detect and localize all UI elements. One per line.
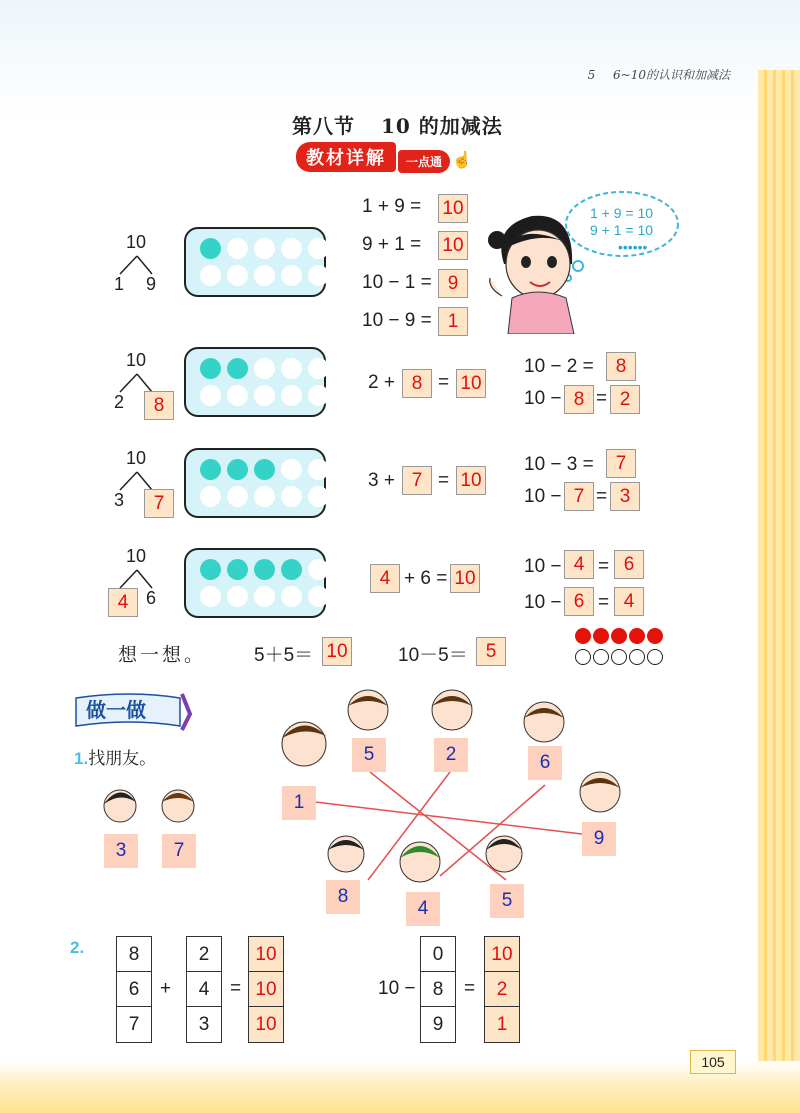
table-cell: 10 [249, 972, 283, 1007]
answer-box: 7 [564, 482, 594, 511]
section-label: 第八节 [292, 114, 355, 138]
number-card: 9 [582, 822, 616, 856]
equation-text: = [596, 388, 608, 409]
equation-text: 10 − [524, 388, 562, 409]
table-cell: 2 [187, 937, 221, 972]
equation-text: 10 − 2 = [524, 356, 594, 377]
think-equation-2: 10－5＝ [398, 645, 468, 666]
number-card: 8 [326, 880, 360, 914]
table-cell: 7 [128, 1014, 140, 1035]
equation-text: + 6 = [404, 568, 448, 589]
addend-column-a [116, 936, 152, 1043]
answer-box: 10 [322, 637, 352, 666]
decomp-left: 3 [114, 490, 125, 510]
chapter-title: 6~10的认识和加减法 [613, 68, 730, 82]
decomp-total: 10 [126, 350, 147, 370]
addend-column-b [186, 936, 222, 1043]
equation-text: 10 − 1 = [362, 272, 432, 293]
answer-box: 6 [564, 587, 594, 616]
equation-text: 10 − [524, 556, 562, 577]
equation-text: 10 − [524, 486, 562, 507]
answer-box: 2 [610, 385, 640, 414]
difference-column [484, 936, 520, 1043]
decomp-total: 10 [126, 546, 147, 566]
number-card: 4 [406, 892, 440, 926]
decomp-left: 2 [114, 392, 125, 412]
answer-box: 10 [456, 369, 486, 398]
equation-text: = [438, 372, 450, 393]
pointing-hand-icon: ☝ [452, 152, 472, 169]
question-number: 1. [74, 749, 89, 768]
table-cell: 10 [249, 1007, 283, 1042]
decomp-total: 10 [126, 232, 147, 252]
answer-box: 9 [438, 269, 468, 298]
table-cell: 2 [485, 972, 519, 1007]
answer-box: 10 [456, 466, 486, 495]
minuend-label: 10 − [378, 978, 416, 999]
banner-sub-label: 一点通 [398, 150, 450, 173]
equation-text: = [598, 556, 610, 577]
think-equation-1: 5＋5＝ [254, 645, 314, 666]
sum-column [248, 936, 284, 1043]
answer-box: 10 [438, 231, 468, 260]
equation-text: = [596, 486, 608, 507]
answer-box: 5 [476, 637, 506, 666]
plus-sign: + [160, 978, 172, 999]
think-label: 想一想。 [118, 645, 207, 666]
equation-text: = [438, 470, 450, 491]
number-card: 3 [104, 834, 138, 868]
answer-box: 6 [614, 550, 644, 579]
equation-text: 1 + 9 = [362, 196, 422, 217]
decomp-left: 1 [114, 274, 125, 294]
decomp-total: 10 [126, 448, 147, 468]
table-cell: 1 [485, 1007, 519, 1042]
answer-box: 4 [370, 564, 400, 593]
decomp-answer-box: 7 [144, 489, 174, 518]
answer-box: 8 [402, 369, 432, 398]
equation-text: 10 − 9 = [362, 310, 432, 331]
question-number: 2. [70, 938, 85, 957]
equation-text: 10 − [524, 592, 562, 613]
page-number: 105 [690, 1050, 736, 1074]
chapter-number: 5 [587, 68, 596, 82]
table-cell: 10 [485, 937, 519, 972]
decomp-answer-box: 4 [108, 588, 138, 617]
question-2-label [70, 938, 84, 958]
equation-text: 9 + 1 = [362, 234, 422, 255]
answer-box: 7 [606, 449, 636, 478]
number-card: 7 [162, 834, 196, 868]
bubble-line-1: 1 + 9 = 10 [590, 205, 654, 221]
table-cell: 8 [117, 937, 151, 972]
number-card: 6 [528, 746, 562, 780]
decomp-right: 6 [146, 588, 157, 608]
do-it-label: 做一做 [86, 700, 146, 722]
table-cell: 4 [187, 972, 221, 1007]
equation-text: 2 + [368, 372, 395, 393]
question-text: 找朋友。 [88, 749, 157, 768]
banner-main-label: 教材详解 [296, 142, 396, 172]
table-cell: 10 [249, 937, 283, 972]
answer-box: 4 [564, 550, 594, 579]
number-card: 1 [282, 786, 316, 820]
answer-box: 3 [610, 482, 640, 511]
subtrahend-column [420, 936, 456, 1043]
number-card: 2 [434, 738, 468, 772]
table-cell: 0 [421, 937, 455, 972]
table-cell: 9 [432, 1014, 444, 1035]
section-subject: 10 的加减法 [380, 114, 503, 138]
table-cell: 3 [198, 1014, 210, 1035]
decomp-answer-box: 8 [144, 391, 174, 420]
equals-sign: = [464, 978, 476, 999]
answer-box: 8 [606, 352, 636, 381]
equation-text: = [598, 592, 610, 613]
answer-box: 8 [564, 385, 594, 414]
bubble-line-3: •••••• [618, 239, 648, 255]
number-card: 5 [490, 884, 524, 918]
table-cell: 6 [117, 972, 151, 1007]
number-card: 5 [352, 738, 386, 772]
equation-text: 3 + [368, 470, 395, 491]
equals-sign: = [230, 978, 242, 999]
answer-box: 4 [614, 587, 644, 616]
equation-text: 10 − 3 = [524, 454, 594, 475]
bubble-line-2: 9 + 1 = 10 [590, 222, 654, 238]
decomp-right: 9 [146, 274, 157, 294]
answer-box: 10 [438, 194, 468, 223]
answer-box: 10 [450, 564, 480, 593]
answer-box: 1 [438, 307, 468, 336]
answer-box: 7 [402, 466, 432, 495]
table-cell: 8 [421, 972, 455, 1007]
